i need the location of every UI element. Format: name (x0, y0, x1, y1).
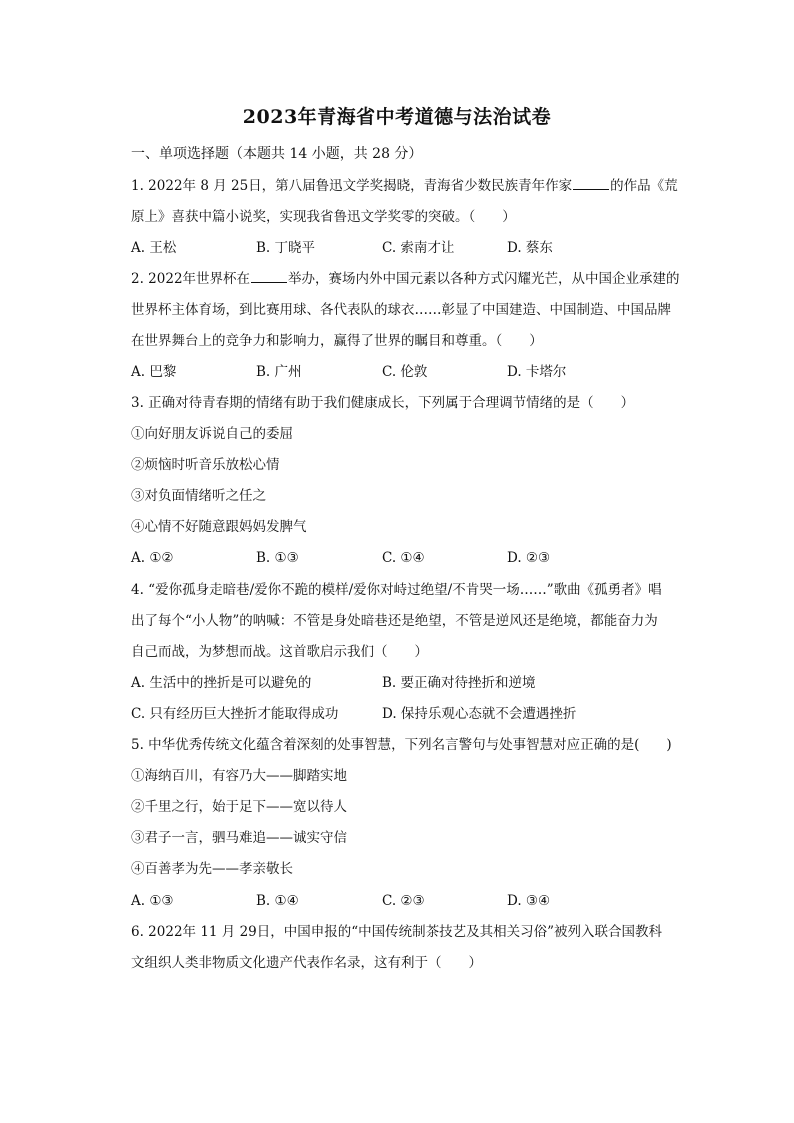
option-a: A. 王松 (131, 240, 177, 256)
option-c: C. 索南才让 (382, 240, 455, 256)
question-1-line-1: 1. 2022年 8 月 25日，第八届鲁迅文学奖揭晓，青海省少数民族青年作家 的作品《荒 (131, 175, 711, 197)
question-6-line-1: 6. 2022年 11 月 29日，中国申报的“中国传统制茶技艺及其相关习俗”被列入联合国教科 (131, 924, 663, 940)
question-4-line-1: 4. “爱你孤身走暗巷/爱你不跪的模样/爱你对峙过绝望/不肯哭一场……”歌曲《孤勇者》唱 (131, 582, 662, 598)
section-heading: 一、单项选择题（本题共 14 小题，共 28 分） (131, 146, 423, 162)
answer-blank (573, 175, 609, 190)
question-3-item-2: ②烦恼时听音乐放松心情 (131, 457, 280, 473)
question-2-line-2: 世界杯主体育场，到比赛用球、各代表队的球衣……彰显了中国建造、中国制造、中国品牌 (131, 302, 671, 318)
option-c: C. 只有经历巨大挫折才能取得成功 (131, 706, 339, 722)
question-5-item-2: ②千里之行，始于足下——宽以待人 (131, 799, 347, 815)
question-3-item-3: ③对负面情绪听之任之 (131, 488, 266, 504)
option-d: D. ③④ (507, 893, 551, 909)
question-3-item-1: ①向好朋友诉说自己的委屈 (131, 426, 293, 442)
answer-blank (251, 268, 287, 283)
question-3-item-4: ④心情不好随意跟妈妈发脾气 (131, 519, 307, 535)
question-5-item-3: ③君子一言，驷马难追——诚实守信 (131, 830, 347, 846)
question-2-line-1: 2. 2022年世界杯在 举办，赛场内外中国元素以各种方式闪耀光芒，从中国企业承建的 (131, 268, 711, 290)
option-b: B. ①④ (256, 893, 299, 909)
question-4-line-2: 出了每个“小人物”的呐喊：不管是身处暗巷还是绝望，不管是逆风还是绝境，都能奋力为 (131, 613, 658, 629)
option-a: A. 生活中的挫折是可以避免的 (131, 675, 312, 691)
option-c: C. ②③ (382, 893, 425, 909)
option-d: D. 卡塔尔 (507, 364, 567, 380)
exam-title: 2023年青海省中考道德与法治试卷 (242, 106, 552, 128)
option-d: D. ②③ (507, 550, 551, 566)
option-b: B. ①③ (256, 550, 299, 566)
question-6-line-2: 文组织人类非物质文化遗产代表作名录，这有利于（ ） (131, 955, 482, 971)
question-5-item-1: ①海纳百川，有容乃大——脚踏实地 (131, 768, 347, 784)
option-d: D. 保持乐观心态就不会遭遇挫折 (382, 706, 577, 722)
option-d: D. 蔡东 (507, 240, 553, 256)
option-a: A. 巴黎 (131, 364, 177, 380)
option-b: B. 要正确对待挫折和逆境 (382, 675, 536, 691)
question-1-line-2: 原上》喜获中篇小说奖，实现我省鲁迅文学奖零的突破。（ ） (131, 209, 516, 225)
question-5-item-4: ④百善孝为先——孝亲敬长 (131, 861, 293, 877)
option-b: B. 丁晓平 (256, 240, 316, 256)
question-3-stem: 3. 正确对待青春期的情绪有助于我们健康成长，下列属于合理调节情绪的是（ ） (131, 395, 635, 411)
option-b: B. 广州 (256, 364, 302, 380)
option-a: A. ①③ (131, 893, 174, 909)
option-a: A. ①② (131, 550, 174, 566)
question-2-line-3: 在世界舞台上的竞争力和影响力，赢得了世界的瞩目和尊重。（ ） (131, 333, 543, 349)
option-c: C. ①④ (382, 550, 425, 566)
question-5-stem: 5. 中华优秀传统文化蕴含着深刻的处事智慧，下列名言警句与处事智慧对应正确的是( ) (131, 737, 672, 753)
option-c: C. 伦敦 (382, 364, 428, 380)
question-4-line-3: 自己而战，为梦想而战。这首歌启示我们（ ） (131, 644, 428, 660)
